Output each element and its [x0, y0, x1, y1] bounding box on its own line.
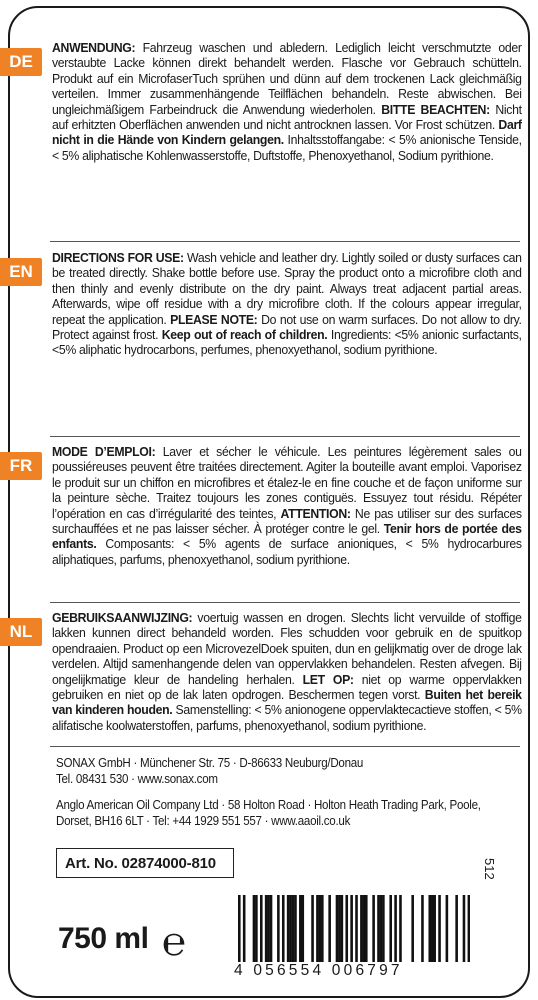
- warning-text: Buiten het bereik van kinderen houden.: [52, 687, 522, 718]
- article-number: Art. No. 02874000-810: [65, 854, 216, 872]
- address-line: Tel. 08431 530 · www.sonax.com: [56, 771, 218, 786]
- section-nl: [52, 610, 522, 733]
- barcode-bar: [382, 895, 385, 965]
- barcode-bar: [282, 895, 285, 965]
- barcode-bar: [345, 895, 348, 965]
- lang-tab-de: [0, 48, 42, 76]
- lang-tab-nl: [0, 618, 42, 646]
- barcode-bar: [433, 895, 436, 965]
- barcode-bar: [365, 895, 368, 965]
- barcode-bar: [255, 895, 258, 965]
- barcode-bar: [311, 895, 314, 965]
- barcode-bar: [267, 895, 270, 965]
- barcode-bar: [372, 895, 375, 965]
- lang-code: NL: [9, 622, 33, 641]
- barcode-bar: [360, 895, 363, 965]
- manufacturer-address: [56, 756, 516, 787]
- note-heading: PLEASE NOTE:: [170, 311, 258, 327]
- barcode-bar: [301, 895, 304, 965]
- instructions-text: [52, 610, 522, 733]
- ingredients-text: Composants: < 5% agents de surface anioniques, < 5% hydrocarbures aliphatiques, parfums, phenoxyethanol, sodium pyrithione.: [52, 536, 522, 567]
- barcode-bar: [265, 895, 268, 965]
- body-text: Fahrzeug waschen und abledern. Lediglich leicht verschmutzte oder verstaubte Lacke können direkt behandelt werden. Flasche vor Gebrauch schütteln. Produkt auf ein MicrofaserTuch sprühen und dünn auf dem trockenen Lack gleichmäßig verteilen. Immer zusammenhängende Teilflächen behandeln. Reste abwischen. Bei ungleichmäßigem Farbeindruck die Anwendung wiederholen.: [52, 40, 522, 117]
- barcode-bar: [431, 895, 434, 965]
- barcode-bar: [270, 895, 273, 965]
- barcode-bar: [336, 895, 339, 965]
- instructions-text: [52, 40, 522, 163]
- barcode-digits-right: 006797: [331, 962, 403, 979]
- side-code: 512: [482, 858, 497, 880]
- section-heading: DIRECTIONS FOR USE:: [52, 250, 184, 265]
- lang-code: EN: [9, 262, 33, 281]
- barcode-number: [232, 962, 472, 980]
- volume-label: 750 ml: [58, 922, 149, 955]
- body-text: niet op warme oppervlakken gebruiken en niet op de lak laten opdrogen. Beschermen tegen vorst.: [52, 671, 522, 703]
- barcode-bar: [287, 895, 290, 965]
- instructions-text: [52, 250, 522, 358]
- barcode-bar: [380, 895, 383, 965]
- barcode-bar: [377, 895, 380, 965]
- address-line: Anglo American Oil Company Ltd · 58 Holton Road · Holton Heath Trading Park, Poole,: [56, 798, 481, 812]
- barcode-bar: [321, 895, 324, 965]
- section-divider: [50, 436, 520, 437]
- section-divider: [50, 602, 520, 603]
- barcode-bar: [292, 895, 295, 965]
- body-text: voertuig wassen en drogen. Slechts licht vervuilde of stoffige lakken kunnen direct behandeld worden. Fles schudden voor gebruik en de spuitkop opendraaien. Product op een MicrovezelDoek spuiten, dun en gelijkmatig over de droge lak verdelen. Altijd samenhangende delen van oppervlakken behandelen. Resten afvegen. Bij ongelijkmatige kleur de handeling herhalen.: [52, 610, 522, 687]
- ingredients-text: Ingredients: <5% anionic surfactants, <5% aliphatic hydrocarbons, perfumes, phenoxyethanol, sodium pyrithione.: [52, 327, 522, 358]
- barcode-bar: [260, 895, 263, 965]
- barcode-bar: [341, 895, 344, 965]
- warning-text: Tenir hors de portée des enfants.: [52, 521, 522, 552]
- barcode-bar: [394, 895, 397, 965]
- barcode-bar: [299, 895, 302, 965]
- lang-code: FR: [9, 456, 33, 475]
- barcode-digits-left: 056554: [253, 962, 325, 979]
- barcode-digit-first: 4: [234, 962, 246, 979]
- instructions-text: [52, 444, 522, 567]
- section-divider: [50, 241, 520, 242]
- lang-tab-fr: [0, 452, 42, 480]
- note-heading: LET OP:: [302, 671, 354, 687]
- section-divider: [50, 746, 520, 747]
- barcode-bar: [428, 895, 431, 965]
- article-number-box: [56, 848, 234, 878]
- body-text: Nicht auf erhitzten Oberflächen anwenden und nicht antrocknen lassen. Vor Frost schützen.: [52, 101, 522, 133]
- barcode-bar: [338, 895, 341, 965]
- address-line: SONAX GmbH · Münchener Str. 75 · D-86633 Neuburg/Donau: [56, 756, 364, 770]
- estimated-sign-icon: ℮: [162, 919, 187, 965]
- barcode-bar: [253, 895, 256, 965]
- note-heading: ATTENTION:: [280, 505, 351, 521]
- barcode-bar: [411, 895, 414, 965]
- section-heading: MODE D’EMPLOI:: [52, 444, 156, 459]
- section-heading: ANWENDUNG:: [52, 40, 136, 55]
- barcode-bar: [446, 895, 449, 965]
- warning-text: Darf nicht in die Hände von Kindern gelangen.: [52, 117, 522, 148]
- ingredients-text: Samenstelling: < 5% anionogene oppervlaktecactieve stoffen, < 5% alifatische koolwaterstoffen, parfums, phenoxyethanol, sodium pyrithione.: [52, 702, 522, 733]
- ingredients-text: Inhaltsstoffangabe: < 5% anionische Tenside, < 5% aliphatische Kohlenwasserstoffe, Duftstoffe, Phenoxyethanol, Sodium pyrithione.: [52, 132, 522, 163]
- barcode-bar: [289, 895, 292, 965]
- section-fr: [52, 444, 522, 567]
- barcode-bar: [319, 895, 322, 965]
- address-line: Dorset, BH16 6LT · Tel: +44 1929 551 557 · www.aaoil.co.uk: [56, 813, 351, 828]
- barcode-bar: [438, 895, 441, 965]
- body-text: Do not use on warm surfaces. Do not allow to dry. Protect against frost.: [52, 311, 522, 343]
- barcode-bar: [389, 895, 392, 965]
- barcode-bar: [363, 895, 366, 965]
- lang-tab-en: [0, 258, 42, 286]
- distributor-address: [56, 798, 516, 829]
- barcode-bar: [328, 895, 331, 965]
- body-text: Ne pas utiliser sur des surfaces surchauffées et ne pas laisser sécher. À protéger contre le gel.: [52, 505, 522, 537]
- barcode-bar: [455, 895, 458, 965]
- body-text: Laver et sécher le véhicule. Les peintures légèrement sales ou poussiéreuses peuvent être traitées directement. Agiter la bouteille avant emploi. Vaporisez le produit sur un chiffon en microfibres et étalez-le en fine couche et de façon uniforme sur la peinture sèche. Traitez toujours les zones contiguës. Essuyez tout résidu. Répéter l’opération en cas d’irrégularité des teintes,: [52, 444, 522, 521]
- barcode-bar: [421, 895, 424, 965]
- barcode-bar: [316, 895, 319, 965]
- barcode-bar: [294, 895, 297, 965]
- body-text: Wash vehicle and leather dry. Lightly soiled or dusty surfaces can be treated directly. Shake bottle before use. Spray the product onto a microfibre cloth and then thinly and evenly distribute on the dry paint. Always treat adjacent partial areas. Afterwards, wipe off residue with a dry microfibre cloth. If the colours appear irregular, repeat the application.: [52, 250, 522, 327]
- section-de: [52, 40, 522, 163]
- warning-text: Keep out of reach of children.: [161, 327, 328, 343]
- barcode-bar: [399, 895, 402, 965]
- section-en: [52, 250, 522, 358]
- note-heading: BITTE BEACHTEN:: [381, 101, 490, 117]
- lang-code: DE: [9, 52, 33, 71]
- section-heading: GEBRUIKSAANWIJZING:: [52, 610, 193, 625]
- barcode-bar: [277, 895, 280, 965]
